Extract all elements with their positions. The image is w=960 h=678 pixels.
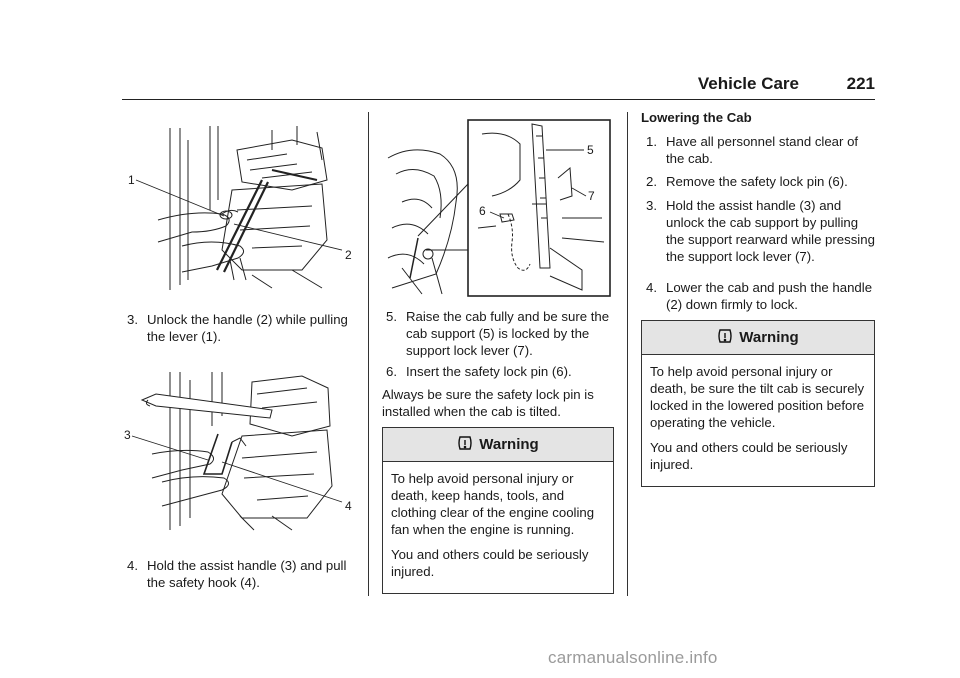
callout-5: 5 <box>587 143 594 157</box>
warning-text: To help avoid personal injury or death, keep hands, tools, and clothing clear of the engine cooling fan when the engine is running. <box>391 471 595 537</box>
figure-cab-support <box>382 118 614 298</box>
section-title: Vehicle Care <box>697 74 799 93</box>
callout-1: 1 <box>128 173 135 187</box>
page-header <box>122 74 875 100</box>
callout-7: 7 <box>588 189 595 203</box>
lower-step-2: 2. Remove the safety lock pin (6). <box>646 174 848 189</box>
warning-text: To help avoid personal injury or death, be sure the tilt cab is securely locked in the lowered position before operating the vehicle. <box>650 364 865 430</box>
warning-box-cab-lock <box>641 320 875 487</box>
step-5: 5. Raise the cab fully and be sure the cab support (5) is locked by the support lock lever (7). <box>386 309 610 358</box>
step-3: 3. Unlock the handle (2) while pulling the lever (1). <box>127 312 348 344</box>
callout-3: 3 <box>124 428 131 442</box>
warning-text: You and others could be seriously injured. <box>391 547 589 579</box>
column-divider <box>368 112 369 596</box>
lower-step-4: 4. Lower the cab and push the handle (2) down firmly to lock. <box>646 280 873 312</box>
lower-step-3: 3. Hold the assist handle (3) and unlock the cab support by pulling the support rearward while pressing the support lock lever (7). <box>646 198 875 264</box>
callout-2: 2 <box>345 248 352 262</box>
page-number: 221 <box>846 74 875 93</box>
warning-header <box>642 321 874 355</box>
warning-text: You and others could be seriously injured. <box>650 440 848 472</box>
column-divider <box>627 112 628 596</box>
warning-icon <box>457 435 473 455</box>
warning-icon <box>717 328 733 348</box>
callout-6: 6 <box>479 204 486 218</box>
figure-assist-handle <box>122 366 362 534</box>
callout-4: 4 <box>345 499 352 513</box>
step-4: 4. Hold the assist handle (3) and pull the safety hook (4). <box>127 558 347 590</box>
lowering-cab-heading: Lowering the Cab <box>641 110 752 125</box>
figure-unlock-handle <box>122 120 362 292</box>
watermark: carmanualsonline.info <box>548 648 718 667</box>
warning-title: Warning <box>479 436 539 453</box>
warning-title: Warning <box>739 329 799 346</box>
warning-header <box>383 428 613 462</box>
safety-pin-note: Always be sure the safety lock pin is installed when the cab is tilted. <box>382 387 594 419</box>
warning-box-fan <box>382 427 614 594</box>
lower-step-1: 1. Have all personnel stand clear of the cab. <box>646 134 859 166</box>
step-6: 6. Insert the safety lock pin (6). <box>386 364 572 379</box>
